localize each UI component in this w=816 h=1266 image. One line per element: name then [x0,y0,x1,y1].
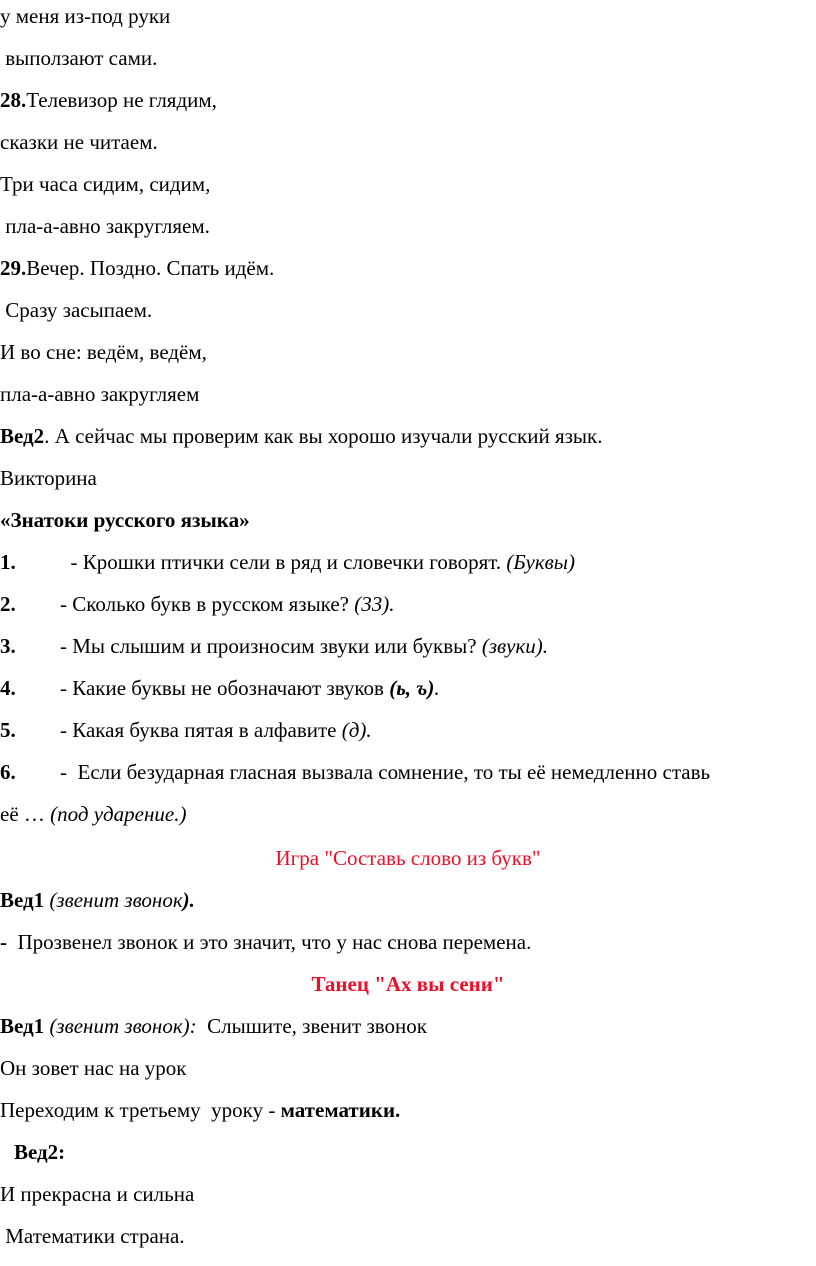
end-line: Математики страна. [0,1224,185,1248]
quiz-item-3: 3. - Мы слышим и произносим звуки или буквы? (звуки). [0,634,549,658]
speaker-label: Вед1 [0,888,45,912]
poem-line: у меня из-под руки [0,4,171,28]
poem-line: пла-а-авно закругляем. [0,214,210,238]
poem-line: И во сне: ведём, ведём, [0,340,207,364]
end-line: И прекрасна и сильна [0,1182,195,1206]
poem-line: Три часа сидим, сидим, [0,172,211,196]
speaker-label: Вед2 [0,424,45,448]
ved2-intro: Вед2. А сейчас мы проверим как вы хорошо изучали русский язык. [0,424,603,448]
quiz-item-6-cont: её … (под ударение.) [0,802,187,826]
bell-line: - Прозвенел звонок и это значит, что у нас снова перемена. [0,930,532,954]
stanza-28-line: 28.Телевизор не глядим, [0,88,217,112]
quiz-title: «Знатоки русского языка» [0,508,250,532]
quiz-item-4: 4. - Какие буквы не обозначают звуков (ь, ъ). [0,676,440,700]
quiz-item-6: 6. - Если безударная гласная вызвала сомнение, то ты её немедленно ставь [0,760,711,784]
quiz-item-1: 1. - Крошки птички сели в ряд и словечки говорят. (Буквы) [0,550,576,574]
quiz-item-5: 5. - Какая буква пятая в алфавите (д). [0,718,372,742]
speaker-label: Вед1 [0,1014,45,1038]
poem-line: пла-а-авно закругляем [0,382,200,406]
stanza-number: 29. [0,256,27,280]
poem-line: выползают сами. [0,46,158,70]
ved1-second-line: Вед1 (звенит звонок): Слышите, звенит звонок [0,1014,427,1038]
poem-line: сказки не читаем. [0,130,158,154]
poem-line: Сразу засыпаем. [0,298,153,322]
stanza-number: 28. [0,88,27,112]
ved1-bell-line: Вед1 (звенит звонок). [0,888,195,912]
ved2-label: Вед2: [14,1140,66,1164]
stanza-29-line: 29.Вечер. Поздно. Спать идём. [0,256,275,280]
quiz-item-2: 2. - Сколько букв в русском языке? (33). [0,592,395,616]
math-line: Переходим к третьему уроку - математики. [0,1098,401,1122]
dance-title: Танец "Ах вы сени" [311,972,505,996]
quiz-label: Викторина [0,466,97,490]
call-line: Он зовет нас на урок [0,1056,187,1080]
game-title: Игра "Составь слово из букв" [275,846,541,870]
